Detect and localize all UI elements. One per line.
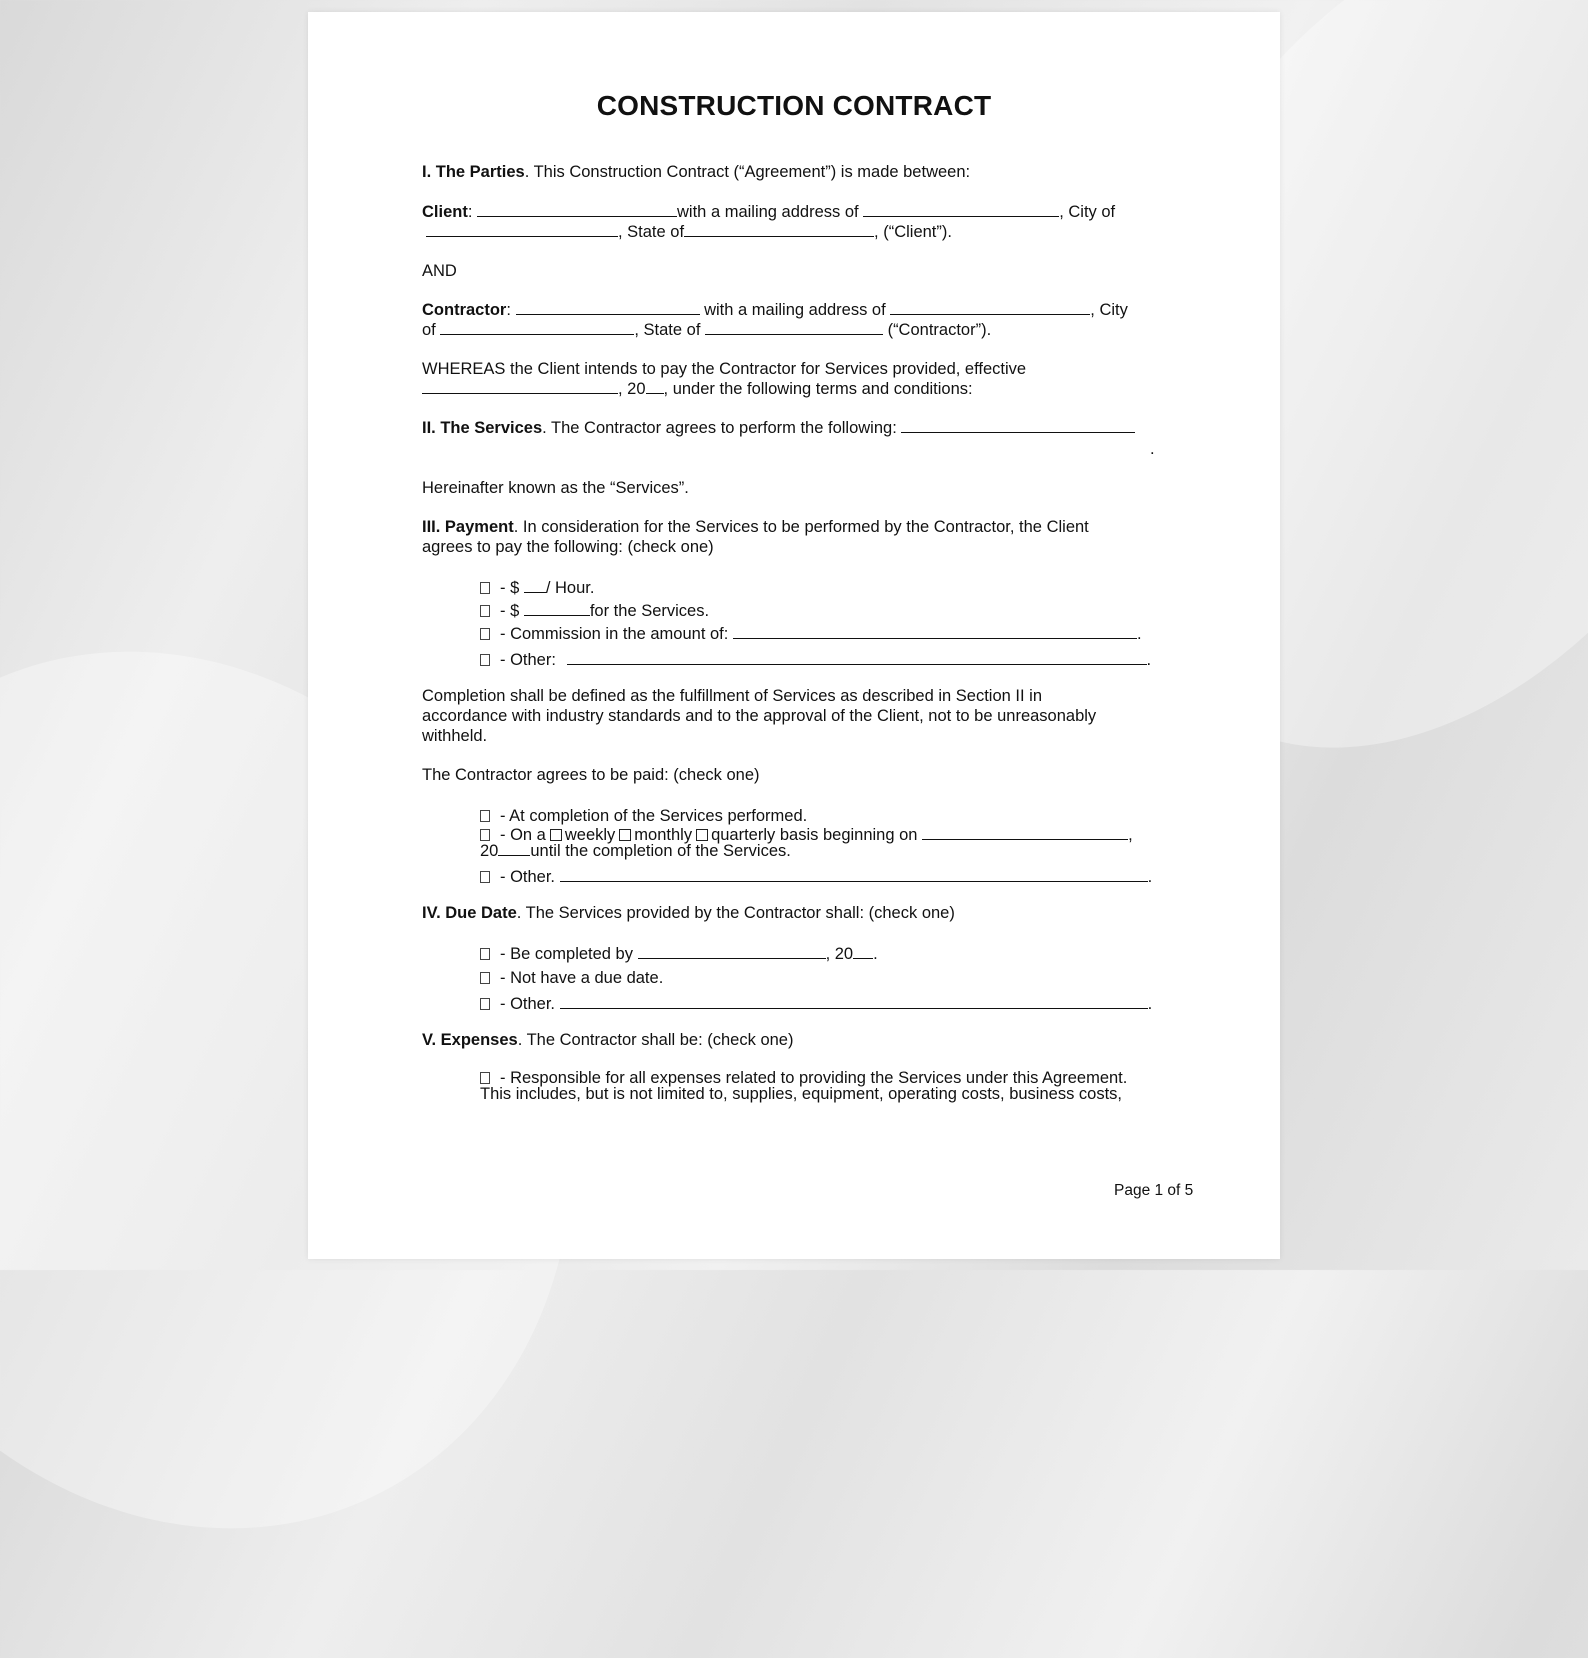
paid-option-other (480, 867, 1152, 887)
client-line-2 (422, 222, 952, 242)
client-city-text: , City of (1059, 203, 1116, 221)
effective-year-blank[interactable] (646, 379, 664, 394)
option-text: - Other: (500, 651, 556, 669)
option-text: / Hour. (545, 579, 595, 597)
services-heading: II. The Services (422, 419, 543, 437)
quarterly-checkbox[interactable] (696, 829, 708, 841)
weekly-label: weekly (564, 826, 616, 844)
effective-date-blank[interactable] (422, 379, 618, 394)
due-option-other (480, 994, 1152, 1014)
due-year-blank[interactable] (853, 944, 873, 959)
payment-option-commission (480, 624, 1142, 644)
checkbox[interactable] (480, 1072, 490, 1084)
option-text: until the completion of the Services. (530, 842, 791, 860)
client-mailing-text: with a mailing address of (677, 203, 859, 221)
start-date-blank[interactable] (922, 825, 1128, 840)
option-text: - On a (500, 826, 546, 844)
client-state-blank[interactable] (684, 222, 874, 237)
contractor-line-1: Contractor: with a mailing address of , City (422, 301, 1128, 319)
due-option-none (480, 968, 663, 988)
contractor-city-blank[interactable] (440, 320, 634, 335)
end-year-blank[interactable] (498, 841, 530, 856)
option-text: for the Services. (589, 602, 710, 620)
client-end-text: , (“Client”). (874, 223, 952, 241)
option-text: - Other. (500, 995, 556, 1013)
period: . (873, 945, 878, 963)
option-text: , 20 (825, 945, 854, 963)
contractor-state-text: , State of (634, 321, 705, 339)
client-city-blank[interactable] (426, 222, 618, 237)
hereinafter-text: Hereinafter known as the “Services”. (422, 479, 689, 497)
checkbox[interactable] (480, 810, 490, 822)
client-address-blank[interactable] (863, 202, 1059, 217)
parties-paragraph (422, 162, 970, 182)
client-label: Client (422, 203, 468, 221)
contractor-city-text: , City (1090, 301, 1128, 319)
fixed-amount-blank[interactable] (524, 601, 590, 616)
payment-line-2: agrees to pay the following: (check one) (422, 538, 714, 556)
payment-heading: III. Payment (422, 518, 514, 536)
contractor-state-blank[interactable] (705, 320, 883, 335)
comma: , (1128, 826, 1133, 844)
checkbox[interactable] (480, 871, 490, 883)
checkbox[interactable] (480, 972, 490, 984)
monthly-label: monthly (634, 826, 693, 844)
document-title: CONSTRUCTION CONTRACT (596, 90, 992, 121)
document-page (308, 12, 1280, 1259)
client-line-1: Client: with a mailing address of , City of (422, 203, 1116, 221)
page-number: Page 1 of 5 (1114, 1182, 1194, 1199)
parties-text: . This Construction Contract (“Agreement”) is made between: (524, 163, 971, 181)
whereas-end-text: , under the following terms and conditions: (663, 380, 973, 398)
expenses-text: . The Contractor shall be: (check one) (517, 1031, 794, 1049)
due-heading: IV. Due Date (422, 904, 517, 922)
contractor-address-blank[interactable] (890, 300, 1090, 315)
hourly-rate-blank[interactable] (524, 578, 546, 593)
due-option-completed-by (480, 944, 878, 964)
option-text: - $ (500, 579, 524, 597)
option-text: 20 (480, 842, 499, 860)
other-paid-blank[interactable] (560, 867, 1148, 882)
client-name-blank[interactable] (477, 202, 677, 217)
monthly-checkbox[interactable] (619, 829, 631, 841)
and-text: AND (422, 262, 457, 280)
checkbox[interactable] (480, 998, 490, 1010)
checkbox[interactable] (480, 605, 490, 617)
contractor-of-text: of (422, 321, 436, 339)
payment-option-hourly (480, 578, 594, 598)
paid-option-periodic-line-2 (480, 841, 791, 861)
due-text: . The Services provided by the Contractor shall: (check one) (516, 904, 955, 922)
period: . (1136, 625, 1142, 643)
payment-option-fixed (480, 601, 709, 621)
parties-heading: I. The Parties (422, 163, 525, 181)
client-state-text: , State of (618, 223, 685, 241)
commission-blank[interactable] (733, 624, 1137, 639)
option-text: - Commission in the amount of: (500, 625, 729, 643)
services-paragraph (422, 418, 1135, 438)
weekly-checkbox[interactable] (550, 829, 562, 841)
whereas-year-text: , 20 (618, 380, 646, 398)
option-text: - At completion of the Services performed. (500, 807, 808, 825)
period: . (1146, 651, 1152, 669)
expenses-heading: V. Expenses (422, 1031, 518, 1049)
checkbox[interactable] (480, 829, 490, 841)
checkbox[interactable] (480, 948, 490, 960)
completion-line-1: Completion shall be defined as the fulfillment of Services as described in Section II in (422, 687, 1042, 705)
contractor-end-text: (“Contractor”). (882, 321, 992, 339)
services-blank[interactable] (901, 418, 1135, 433)
period: . (1147, 868, 1153, 886)
checkbox[interactable] (480, 654, 490, 666)
contractor-line-2 (422, 320, 991, 340)
payment-line-1 (422, 517, 1089, 537)
contractor-mailing-text: with a mailing address of (699, 301, 891, 319)
due-date-blank[interactable] (638, 944, 826, 959)
payment-text: . In consideration for the Services to be performed by the Contractor, the Client (513, 518, 1089, 536)
contractor-label: Contractor (422, 301, 507, 319)
option-text: - Responsible for all expenses related to providing the Services under this Agreement. (500, 1069, 1128, 1087)
services-period: . (1150, 440, 1155, 458)
other-due-blank[interactable] (560, 994, 1148, 1009)
option-text: - Be completed by (500, 945, 638, 963)
payment-option-other (480, 650, 1151, 670)
other-payment-blank[interactable] (567, 650, 1147, 665)
whereas-line-1: WHEREAS the Client intends to pay the Contractor for Services provided, effective (422, 360, 1027, 378)
checkbox[interactable] (480, 628, 490, 640)
period: . (1147, 995, 1153, 1013)
paid-option-completion (480, 806, 807, 826)
option-text: - $ (500, 602, 524, 620)
expenses-option-line-2: This includes, but is not limited to, supplies, equipment, operating costs, business costs, (480, 1085, 1122, 1103)
paid-intro: The Contractor agrees to be paid: (check one) (422, 766, 760, 784)
option-text: - Not have a due date. (500, 969, 664, 987)
whereas-line-2 (422, 379, 973, 399)
services-text: . The Contractor agrees to perform the following: (542, 419, 897, 437)
expenses-paragraph (422, 1030, 793, 1050)
contractor-name-blank[interactable] (516, 300, 700, 315)
checkbox[interactable] (480, 582, 490, 594)
completion-line-2: accordance with industry standards and to the approval of the Client, not to be unreasonably (422, 707, 1097, 725)
completion-line-3: withheld. (422, 727, 488, 745)
due-paragraph (422, 903, 955, 923)
quarterly-label: quarterly basis beginning on (711, 826, 918, 844)
option-text: - Other. (500, 868, 556, 886)
